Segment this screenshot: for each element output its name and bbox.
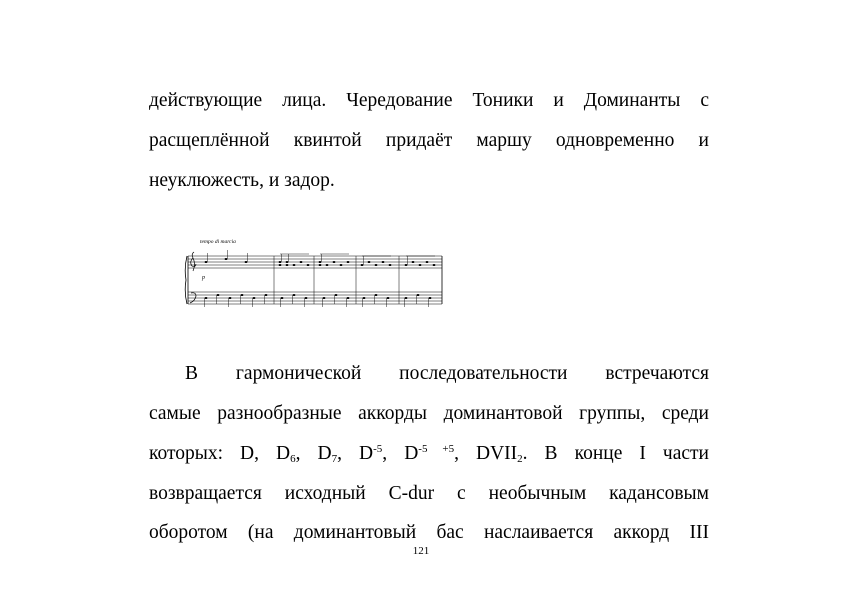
chord-subscript: 2 (517, 453, 523, 465)
score-dynamic-marking: p (202, 275, 205, 281)
page-number: 121 (412, 545, 430, 557)
score-tempo-marking: tempo di marcia (200, 239, 236, 245)
paragraph1-line1: действующие лица. Чередование Тоники и Доминанты с (149, 90, 709, 111)
text-run: . В конце I части (522, 443, 709, 464)
chord-superscript: -5 +5 (418, 443, 455, 455)
text-run: которых: D, D (149, 443, 291, 464)
chord-superscript: -5 (373, 443, 383, 455)
text-run: , D (337, 443, 374, 464)
text-run: , D (295, 443, 332, 464)
chord-subscript: 7 (331, 453, 338, 465)
music-score-excerpt (184, 242, 446, 314)
paragraph2-line2: самые разнообразные аккорды доминантовой группы, среди (149, 403, 709, 424)
paragraph2-line1: В гармонической последовательности встречаются (185, 363, 709, 384)
paragraph2-line3 (149, 442, 709, 466)
paragraph2-line5: оборотом (на доминантовый бас наслаивается аккорд III (149, 522, 709, 543)
chord-subscript: 6 (290, 453, 296, 465)
paragraph1-line2: расщеплённой квинтой придаёт маршу одновременно и (149, 130, 709, 151)
text-run: , D (382, 443, 419, 464)
text-run: , DVII (454, 443, 518, 464)
paragraph1-line3: неуклюжесть, и задор. (149, 170, 335, 191)
paragraph2-line4: возвращается исходный C-dur с необычным кадансовым (149, 483, 709, 504)
